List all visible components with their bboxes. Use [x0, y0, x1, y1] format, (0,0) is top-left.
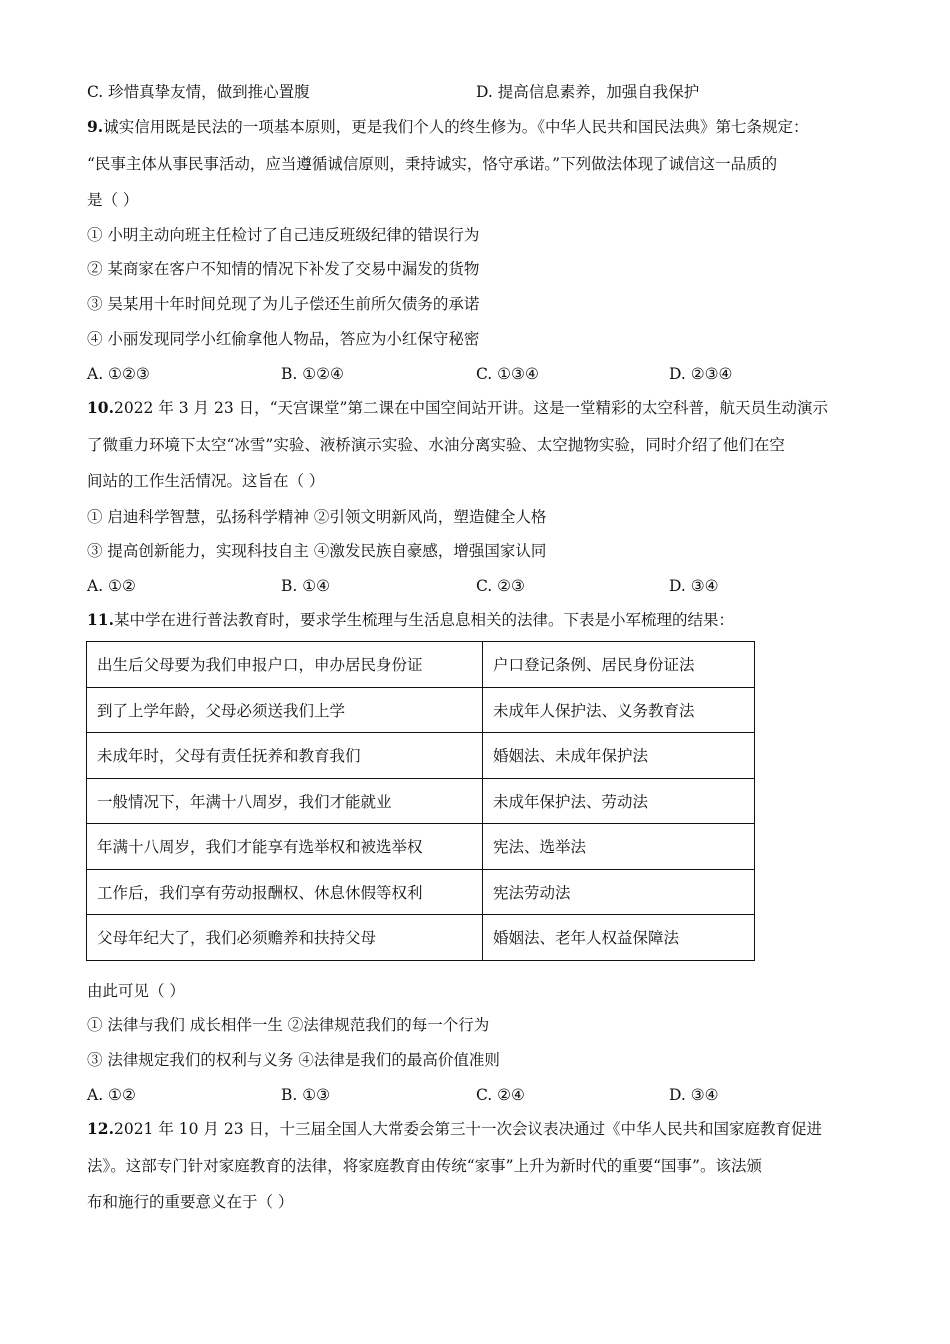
question-number: 11.	[87, 610, 114, 629]
question-9-option-a: A. ①②③	[87, 365, 150, 383]
question-9-item-3: ③ 吴某用十年时间兑现了为儿子偿还生前所欠债务的承诺	[87, 295, 480, 313]
table-row	[87, 915, 755, 961]
question-11-option-d: D. ③④	[669, 1086, 719, 1104]
question-12-line-1	[87, 1119, 822, 1139]
question-number: 9.	[87, 117, 104, 136]
question-10-line-2: 了微重力环境下太空“冰雪”实验、液桥演示实验、水油分离实验、太空抛物实验，同时介绍了他们在空	[87, 436, 785, 454]
table-cell-situation: 到了上学年龄，父母必须送我们上学	[87, 687, 483, 733]
table-cell-situation: 出生后父母要为我们申报户口，申办居民身份证	[87, 642, 483, 688]
question-9-option-b: B. ①②④	[281, 365, 344, 383]
law-table	[86, 641, 755, 961]
question-text: 2021 年 10 月 23 日，十三届全国人大常委会第三十一次会议表决通过《中华人民共和国家庭教育促进	[113, 1120, 822, 1138]
table-row	[87, 687, 755, 733]
table-cell-situation: 工作后，我们享有劳动报酬权、休息休假等权利	[87, 869, 483, 915]
question-9-option-c: C. ①③④	[476, 365, 539, 383]
table-cell-law: 户口登记条例、居民身份证法	[483, 642, 755, 688]
question-9-line-2: “民事主体从事民事活动，应当遵循诚信原则，秉持诚实，恪守承诺。”下列做法体现了诚信这一品质的	[87, 155, 778, 173]
table-cell-situation: 一般情况下，年满十八周岁，我们才能就业	[87, 778, 483, 824]
question-11-line-1	[87, 610, 734, 630]
question-12-line-2: 法》。这部专门针对家庭教育的法律，将家庭教育由传统“家事”上升为新时代的重要“国事”。该法颁	[87, 1157, 762, 1175]
question-10-line-1	[87, 398, 828, 418]
question-10-items-row-2: ③ 提高创新能力，实现科技自主 ④激发民族自豪感，增强国家认同	[87, 542, 547, 560]
table-cell-situation: 年满十八周岁，我们才能享有选举权和被选举权	[87, 824, 483, 870]
question-number: 12.	[87, 1119, 114, 1138]
table-cell-law: 宪法、选举法	[483, 824, 755, 870]
question-9-line-3: 是（ ）	[87, 191, 139, 209]
table-cell-situation: 父母年纪大了，我们必须赡养和扶持父母	[87, 915, 483, 961]
question-11-option-c: C. ②④	[476, 1086, 525, 1104]
question-11-option-a: A. ①②	[87, 1086, 136, 1104]
question-9-item-4: ④ 小丽发现同学小红偷拿他人物品，答应为小红保守秘密	[87, 330, 480, 348]
table-cell-law: 未成年人保护法、义务教育法	[483, 687, 755, 733]
option-c: C. 珍惜真挚友情，做到推心置腹	[87, 83, 310, 101]
question-number: 10.	[87, 398, 114, 417]
question-10-option-d: D. ③④	[669, 577, 719, 595]
question-text: 某中学在进行普法教育时，要求学生梳理与生活息息相关的法律。下表是小军梳理的结果：	[113, 611, 734, 629]
question-text: 诚实信用既是民法的一项基本原则，更是我们个人的终生修为。《中华人民共和国民法典》第七条规定：	[103, 118, 809, 136]
question-9-item-1: ① 小明主动向班主任检讨了自己违反班级纪律的错误行为	[87, 226, 480, 244]
table-cell-situation: 未成年时，父母有责任抚养和教育我们	[87, 733, 483, 779]
question-10-option-b: B. ①④	[281, 577, 331, 595]
question-9-item-2: ② 某商家在客户不知情的情况下补发了交易中漏发的货物	[87, 260, 480, 278]
question-10-line-3: 间站的工作生活情况。这旨在（ ）	[87, 472, 325, 490]
option-d: D. 提高信息素养，加强自我保护	[476, 83, 700, 101]
question-9-option-d: D. ②③④	[669, 365, 733, 383]
table-row	[87, 642, 755, 688]
table-cell-law: 宪法劳动法	[483, 869, 755, 915]
table-cell-law: 未成年保护法、劳动法	[483, 778, 755, 824]
question-11-option-b: B. ①③	[281, 1086, 331, 1104]
question-9-line-1	[87, 117, 808, 137]
question-11-after: 由此可见（ ）	[87, 982, 185, 1000]
question-12-line-3: 布和施行的重要意义在于（ ）	[87, 1193, 294, 1211]
table-row	[87, 869, 755, 915]
question-11-items-row-1: ① 法律与我们 成长相伴一生 ②法律规范我们的每一个行为	[87, 1016, 490, 1034]
question-11-items-row-2: ③ 法律规定我们的权利与义务 ④法律是我们的最高价值准则	[87, 1051, 500, 1069]
question-10-option-c: C. ②③	[476, 577, 525, 595]
table-cell-law: 婚姻法、未成年保护法	[483, 733, 755, 779]
table-row	[87, 778, 755, 824]
table-cell-law: 婚姻法、老年人权益保障法	[483, 915, 755, 961]
question-10-items-row-1: ① 启迪科学智慧，弘扬科学精神 ②引领文明新风尚，塑造健全人格	[87, 508, 547, 526]
table-row	[87, 733, 755, 779]
question-10-option-a: A. ①②	[87, 577, 136, 595]
table-row	[87, 824, 755, 870]
question-text: 2022 年 3 月 23 日，“天宫课堂”第二课在中国空间站开讲。这是一堂精彩的太空科普，航天员生动演示	[113, 399, 828, 417]
